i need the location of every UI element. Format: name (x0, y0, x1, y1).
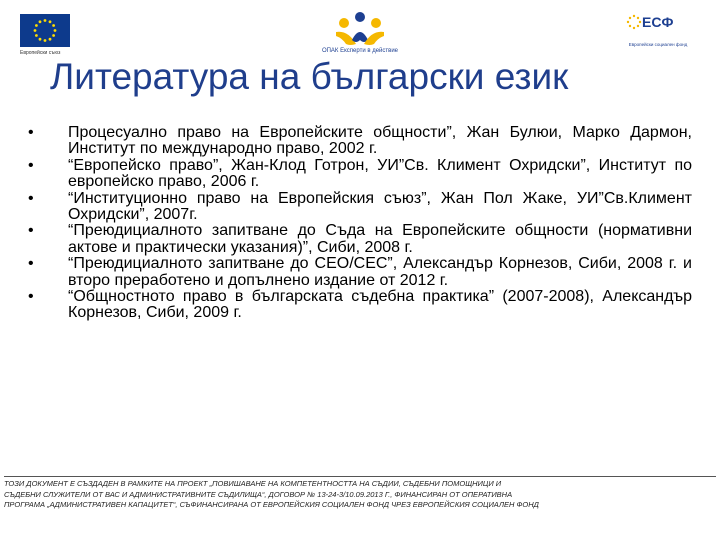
footer-divider (4, 476, 716, 477)
footer-line: СЪДЕБНИ СЛУЖИТЕЛИ ОТ ВАС И АДМИНИСТРАТИВНИТЕ СЪДИЛИЩА“, ДОГОВОР № 13-24-3/10.09.2013 Г., ФИНАНСИРАН ОТ ОПЕРАТИВНА (4, 489, 513, 499)
eu-flag-logo (20, 14, 70, 47)
reference-item (28, 158, 692, 191)
bullet-icon: • (28, 124, 34, 141)
bullet-icon: • (28, 222, 34, 240)
reference-list (28, 125, 692, 322)
eu-stars-icon (20, 14, 70, 47)
reference-text: “Институционно право на Европейския съюз”, Жан Пол Жаке, УИ”Св.Климент Охридски”, 2007г. (68, 189, 692, 224)
reference-text: “Общностното право в българската съдебна практика” (2007-2008), Александър Корнезов, Сиби, 2009 г. (68, 288, 692, 322)
footer-disclaimer (4, 479, 716, 511)
bullet-icon: • (28, 189, 34, 207)
reference-item (28, 256, 692, 289)
esf-logo-text: ЕСФ (642, 14, 674, 30)
bullet-icon: • (28, 156, 34, 174)
reference-text: “Европейско право”, Жан-Клод Готрон, УИ”Св. Климент Охридски”, Институт по европейско право, 2006 г. (68, 156, 692, 191)
opak-caption: ОПАК Експерти в действие (321, 48, 399, 54)
esf-star-icon (620, 8, 692, 40)
opak-logo (300, 10, 420, 60)
esf-caption: Европейски социален фонд (628, 42, 688, 47)
reference-text: Процесуално право на Европейските общности”, Жан Булюи, Марко Дармон, Институт по международно право, 2002 г. (68, 124, 692, 158)
reference-item (28, 191, 692, 224)
bullet-icon: • (28, 288, 34, 306)
eu-caption: Европейски съюз (20, 50, 61, 56)
reference-text: “Преюдициалното запитване до СЕО/СЕС”, Александър Корнезов, Сиби, 2008 г. и второ преработено и допълнено издание от 2012 г. (68, 255, 692, 289)
page-title: Литература на български език (50, 56, 569, 97)
reference-item (28, 223, 692, 256)
esf-logo (620, 8, 692, 60)
opak-figures-icon (300, 10, 420, 48)
footer-line: ПРОГРАМА „АДМИНИСТРАТИВЕН КАПАЦИТЕТ“, СЪФИНАНСИРАНА ОТ ЕВРОПЕЙСКИЯ СОЦИАЛЕН ФОНД ЧРЕЗ ЕВРОПЕЙСКИЯ СОЦИАЛЕН ФОНД (4, 500, 539, 509)
header (0, 0, 720, 62)
bullet-icon: • (28, 255, 34, 273)
reference-text: “Преюдициалното запитване до Съда на Европейските общности (нормативни актове и практически указания)”, Сиби, 2008 г. (68, 222, 692, 256)
reference-item (28, 289, 692, 322)
reference-item (28, 125, 692, 158)
footer-line: ТОЗИ ДОКУМЕНТ Е СЪЗДАДЕН В РАМКИТЕ НА ПРОЕКТ „ПОВИШАВАНЕ НА КОМПЕТЕНТНОСТТА НА СЪДИИ, СЪДЕБНИ ПОМОЩНИЦИ И (4, 479, 502, 488)
